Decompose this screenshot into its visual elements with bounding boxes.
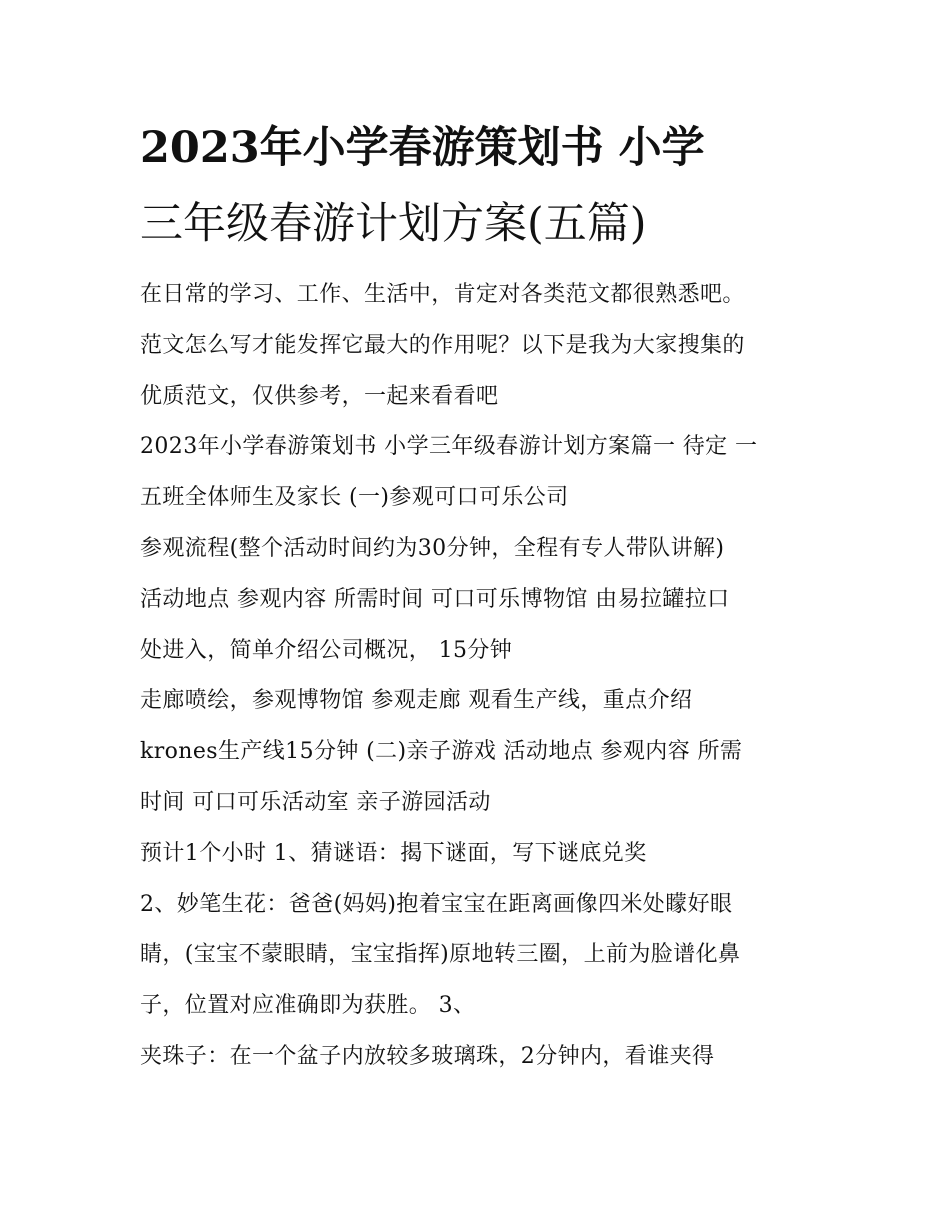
document-body <box>140 270 820 1083</box>
document-title <box>140 110 820 262</box>
title-line-2: 三年级春游计划方案(五篇) <box>140 199 647 249</box>
body-line-14: 睛，(宝宝不蒙眼睛，宝宝指挥)原地转三圈，上前为脸谱化鼻 <box>140 942 741 968</box>
body-line-1: 在日常的学习、工作、生活中，肯定对各类范文都很熟悉吧。 <box>140 282 745 307</box>
body-line-11: 时间 可口可乐活动室 亲子游园活动 <box>140 789 491 815</box>
body-line-9: 走廊喷绘，参观博物馆 参观走廊 观看生产线，重点介绍 <box>140 688 693 714</box>
body-line-16: 夹珠子：在一个盆子内放较多玻璃珠，2分钟内，看谁夹得 <box>140 1043 715 1069</box>
body-line-3: 优质范文，仅供参考，一起来看看吧 <box>140 383 499 409</box>
body-line-10: krones生产线15分钟 (二)亲子游戏 活动地点 参观内容 所需 <box>140 739 743 765</box>
body-line-8: 处进入，简单介绍公司概况， 15分钟 <box>140 637 513 663</box>
document-page <box>140 110 820 1083</box>
body-line-4: 2023年小学春游策划书 小学三年级春游计划方案篇一 待定 一 <box>140 434 758 460</box>
body-line-13: 2、妙笔生花：爸爸(妈妈)抱着宝宝在距离画像四米处矇好眼 <box>140 891 733 917</box>
body-line-6: 参观流程(整个活动时间约为30分钟，全程有专人带队讲解) <box>140 535 725 561</box>
title-line-1: 2023年小学春游策划书 小学 <box>140 123 705 173</box>
body-line-2: 范文怎么写才能发挥它最大的作用呢？以下是我为大家搜集的 <box>140 332 745 358</box>
body-line-12: 预计1个小时 1、猜谜语：揭下谜面，写下谜底兑奖 <box>140 840 647 866</box>
body-line-5: 五班全体师生及家长 (一)参观可口可乐公司 <box>140 485 569 511</box>
body-line-7: 活动地点 参观内容 所需时间 可口可乐博物馆 由易拉罐拉口 <box>140 586 730 612</box>
body-line-15: 子，位置对应准确即为获胜。 3、 <box>140 993 476 1019</box>
